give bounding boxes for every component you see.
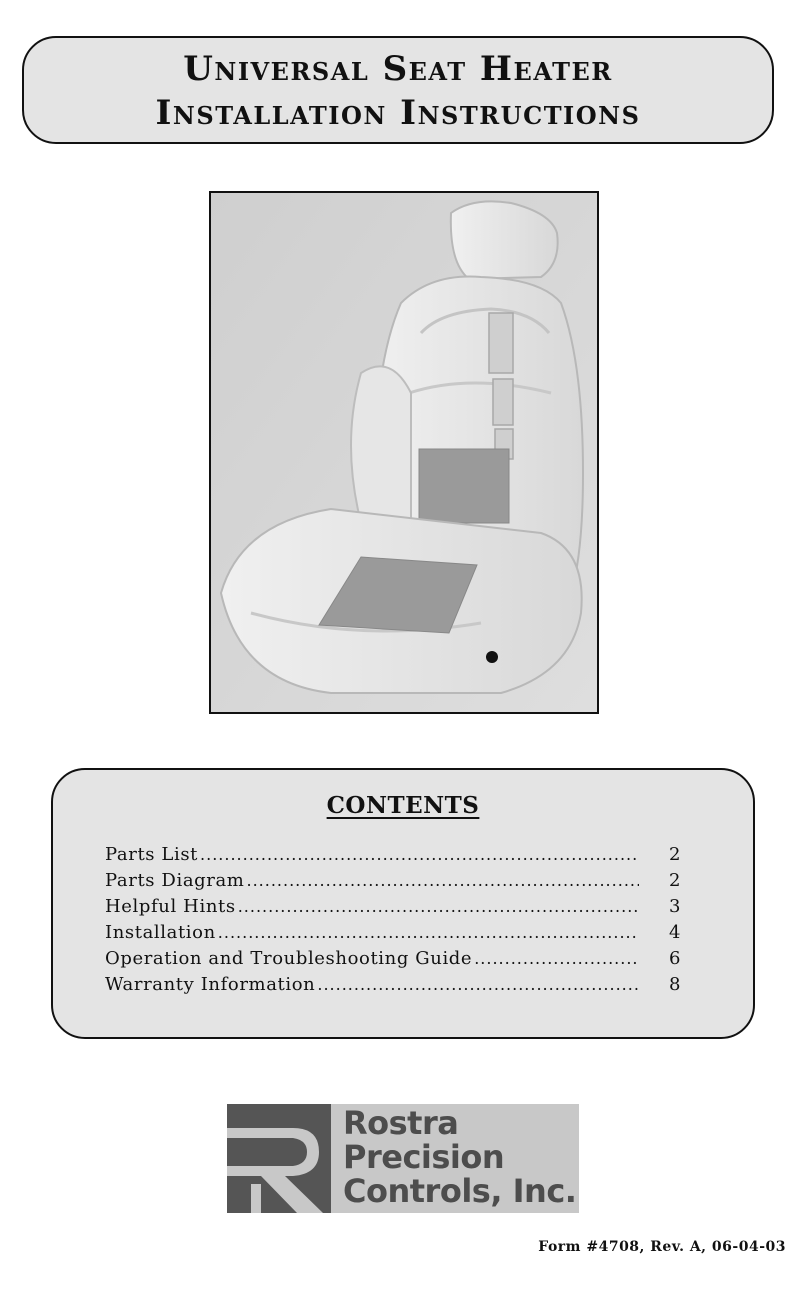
logo-line-3: Controls, Inc.	[343, 1172, 577, 1210]
seat-with-heater-pads-icon	[211, 193, 597, 712]
rostra-logo	[227, 1104, 579, 1213]
toc-page: 6	[668, 948, 681, 969]
toc-leader	[238, 897, 639, 916]
toc-label: Helpful Hints	[105, 896, 236, 917]
contents-panel	[51, 768, 755, 1039]
toc-label: Parts List	[105, 844, 199, 865]
toc-leader	[317, 975, 639, 994]
toc-page: 8	[668, 974, 681, 995]
toc-entry	[105, 896, 681, 922]
toc-page: 3	[668, 896, 681, 917]
logo-wordmark	[331, 1104, 576, 1213]
contents-heading: CONTENTS	[326, 792, 480, 819]
toc-leader	[200, 845, 639, 864]
toc-entry	[105, 844, 681, 870]
toc-leader	[218, 923, 639, 942]
toc-entry	[105, 948, 681, 974]
toc-page: 2	[668, 844, 681, 865]
table-of-contents	[105, 844, 681, 1000]
toc-entry	[105, 922, 681, 948]
toc-label: Installation	[105, 922, 216, 943]
toc-page: 4	[668, 922, 681, 943]
form-number: Form #4708, Rev. A, 06-04-03	[538, 1239, 786, 1255]
toc-entry	[105, 974, 681, 1000]
toc-page: 2	[668, 870, 681, 891]
logo-line-1: Rostra	[343, 1104, 459, 1142]
toc-leader	[246, 871, 639, 890]
toc-label: Parts Diagram	[105, 870, 245, 891]
toc-label: Warranty Information	[105, 974, 316, 995]
toc-leader	[474, 949, 639, 968]
title-line-1: Universal Seat Heater	[183, 49, 613, 89]
title-banner	[22, 36, 774, 144]
toc-entry	[105, 870, 681, 896]
r-logo-icon	[227, 1104, 331, 1213]
logo-line-2: Precision	[343, 1138, 505, 1176]
toc-label: Operation and Troubleshooting Guide	[105, 948, 473, 969]
title-line-2: Installation Instructions	[155, 93, 641, 133]
seat-heater-illustration	[209, 191, 599, 714]
